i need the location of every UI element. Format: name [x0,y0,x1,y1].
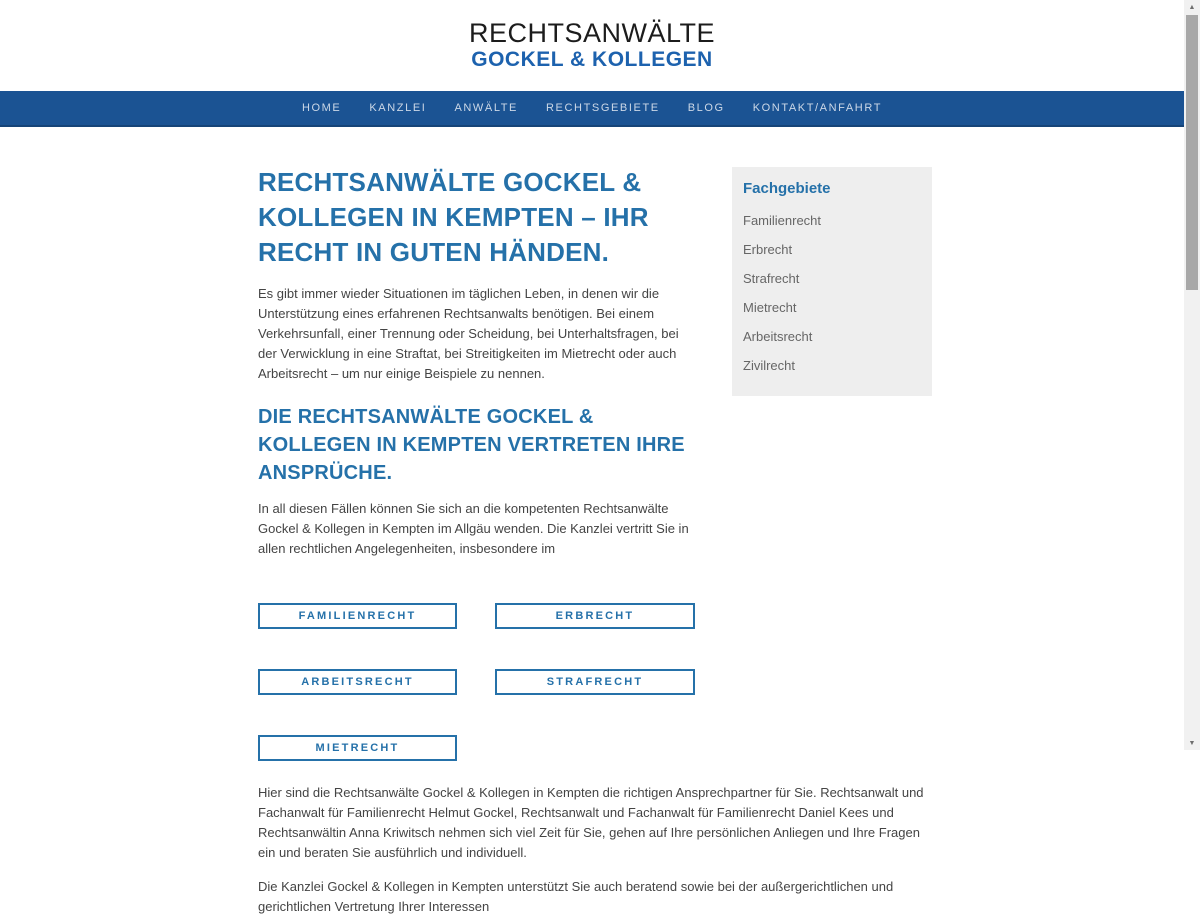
mietrecht-button[interactable]: MIETRECHT [258,735,457,761]
nav-item-anwaelte[interactable]: ANWÄLTE [454,102,518,114]
nav-item-blog[interactable]: BLOG [687,102,725,114]
content-column [258,165,695,761]
nav-item-kontakt-anfahrt[interactable]: KONTAKT/ANFAHRT [752,102,883,114]
nav-item-kanzlei[interactable]: KANZLEI [369,102,427,114]
sidebar-link-erbrecht[interactable]: Erbrecht [743,242,793,257]
sidebar-title: Fachgebiete [743,180,831,197]
site-logo[interactable] [468,17,716,71]
main-nav [0,91,1184,127]
practice-area-buttons [258,603,695,761]
sidebar-link-zivilrecht[interactable]: Zivilrecht [743,358,796,373]
closing-paragraph-1: Hier sind die Rechtsanwälte Gockel & Kollegen in Kempten die richtigen Ansprechpartner für Sie. Rechtsanwalt und Fachanwalt für Familienrecht Helmut Gockel, Rechtsanwalt und Fachanwalt für Familienrecht Daniel Kees und Rechtsanwältin Anna Kriwitsch nehmen sich viel Zeit für Sie, gehen auf Ihre persönlichen Anliegen und Ihre Fragen ein und beraten Sie ausführlich und individuell. [258,785,924,860]
page-title: RECHTSANWÄLTE GOCKEL & KOLLEGEN IN KEMPTEN – IHR RECHT IN GUTEN HÄNDEN. [258,167,649,267]
scrollbar-thumb[interactable] [1186,15,1198,290]
content-row-top [258,165,932,761]
erbrecht-button[interactable]: ERBRECHT [495,603,695,629]
scrollbar-down-arrow-icon[interactable]: ▼ [1188,739,1196,747]
sidebar-link-familienrecht[interactable]: Familienrecht [743,213,822,228]
arbeitsrecht-button[interactable]: ARBEITSRECHT [258,669,457,695]
logo-line-2: GOCKEL & KOLLEGEN [471,47,713,71]
content-row-bottom [258,783,932,917]
strafrecht-button[interactable]: STRAFRECHT [495,669,695,695]
nav-item-rechtsgebiete[interactable]: RECHTSGEBIETE [546,102,660,114]
site-header [0,0,1184,91]
familienrecht-button[interactable]: FAMILIENRECHT [258,603,457,629]
scrollbar-up-arrow-icon[interactable]: ▲ [1188,3,1196,11]
sidebar-link-strafrecht[interactable]: Strafrecht [743,271,800,286]
intro-paragraph: Es gibt immer wieder Situationen im täglichen Leben, in denen wir die Unterstützung eines erfahrenen Rechtsanwalts benötigen. Bei einem Verkehrsunfall, einer Trennung oder Scheidung, bei Unterhaltsfragen, bei der Verwicklung in eine Straftat, bei Streitigkeiten im Mietrecht oder auch Arbeitsrecht – um nur einige Beispiele zu nennen. [258,286,679,381]
sidebar-link-arbeitsrecht[interactable]: Arbeitsrecht [743,329,813,344]
closing-paragraph-2: Die Kanzlei Gockel & Kollegen in Kempten unterstützt Sie auch beratend sowie bei der außergerichtlichen und gerichtlichen Vertretung Ihrer Interessen [258,879,894,914]
section-heading: DIE RECHTSANWÄLTE GOCKEL & KOLLEGEN IN KEMPTEN VERTRETEN IHRE ANSPRÜCHE. [258,406,685,484]
scrollbar[interactable] [1184,0,1200,750]
main-content [258,165,932,917]
nav-item-home[interactable]: HOME [301,102,342,114]
fachgebiete-sidebar [732,167,932,396]
section-paragraph: In all diesen Fällen können Sie sich an die kompetenten Rechtsanwälte Gockel & Kollegen in Kempten im Allgäu wenden. Die Kanzlei vertritt Sie in allen rechtlichen Angelegenheiten, insbesondere im [258,501,689,556]
sidebar-link-mietrecht[interactable]: Mietrecht [743,300,797,315]
logo-line-1: RECHTSANWÄLTE [468,17,716,48]
